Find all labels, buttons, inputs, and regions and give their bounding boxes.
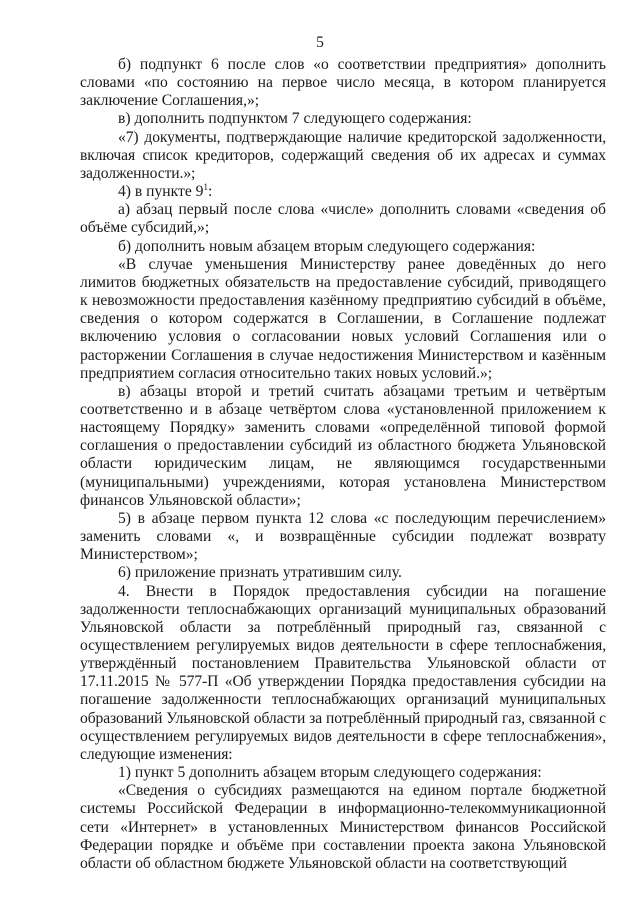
paragraph-subitem-b-1: б) подпункт 6 после слов «о соответствии предприятия» дополнить словами «по состоянию на первое число месяца, в котором планируется заключение Соглашения,»; xyxy=(80,56,606,110)
paragraph-subitem-a: а) абзац первый после слова «числе» дополнить словами «сведения об объёме субсидий,»; xyxy=(80,201,606,237)
paragraph-item-6: 6) приложение признать утратившим силу. xyxy=(118,564,402,582)
paragraph-subitem-v-1: в) дополнить подпунктом 7 следующего содержания: xyxy=(118,110,472,128)
page-number: 5 xyxy=(316,34,324,51)
paragraph-section-4: 4. Внести в Порядок предоставления субсидии на погашение задолженности теплоснабжающих организаций муниципальных образований Ульяновской области за потреблённый природный газ, связанной с осуществлением регулируемых видов деятельности в сфере теплоснабжения, утверждённый постановлением Правительства Ульяновской области от 17.11.2015 № 577-П «Об утверждении Порядка предоставления субсидии на погашение задолженности теплоснабжающих организаций муниципальных образований Ульяновской области за потреблённый природный газ, связанной с осуществлением регулируемых видов деятельности в сфере теплоснабжения», следующие изменения: xyxy=(80,582,606,763)
paragraph-section-4-item-1: 1) пункт 5 дополнить абзацем вторым следующего содержания: xyxy=(118,764,542,782)
item-4-prefix: 4) в пункте 9 xyxy=(118,183,204,201)
paragraph-item-4 xyxy=(80,183,606,201)
paragraph-quote-subsidies: «Сведения о субсидиях размещаются на едином портале бюджетной системы Российской Федерации в информационно-телекоммуникационной сети «Интернет» в установленных Министерством финансов Российской Федерации порядке и объёме при составлении проекта закона Ульяновской области об областном бюджете Ульяновской области на соответствующий xyxy=(80,782,606,872)
paragraph-quote-limits: «В случае уменьшения Министерству ранее доведённых до него лимитов бюджетных обязательств на предоставление субсидий, приводящего к невозможности предоставления казённому предприятию субсидий в объёме, сведения о котором содержатся в Соглашении, в Соглашение подлежат включению условия о согласовании новых условий Соглашения или о расторжении Соглашения в случае недостижения Министерством и казённым предприятием согласия относительно таких новых условий.»; xyxy=(80,255,606,382)
item-4-superscript: 1 xyxy=(203,182,208,193)
paragraph-item-5: 5) в абзаце первом пункта 12 слова «с последующим перечислением» заменить словами «, и возвращённые субсидии подлежат возврату Министерством»; xyxy=(80,509,606,564)
paragraph-subitem-v-2: в) абзацы второй и третий считать абзацами третьим и четвёртым соответственно и в абзаце четвёртом слова «установленной приложением к настоящему Порядку» заменить словами «определённой типовой формой соглашения о предоставлении субсидий из областного бюджета Ульяновской области юридическим лицам, не являющимся государственными (муниципальными) учреждениями, которая установлена Министерством финансов Ульяновской области»; xyxy=(80,382,606,509)
paragraph-subitem-b-2: б) дополнить новым абзацем вторым следующего содержания: xyxy=(118,237,536,255)
document-body xyxy=(80,56,606,873)
item-4-suffix: : xyxy=(207,183,213,201)
paragraph-quote-item-7: «7) документы, подтверждающие наличие кредиторской задолженности, включая список кредиторов, содержащий сведения об их адресах и суммах задолженности.»; xyxy=(80,128,606,182)
